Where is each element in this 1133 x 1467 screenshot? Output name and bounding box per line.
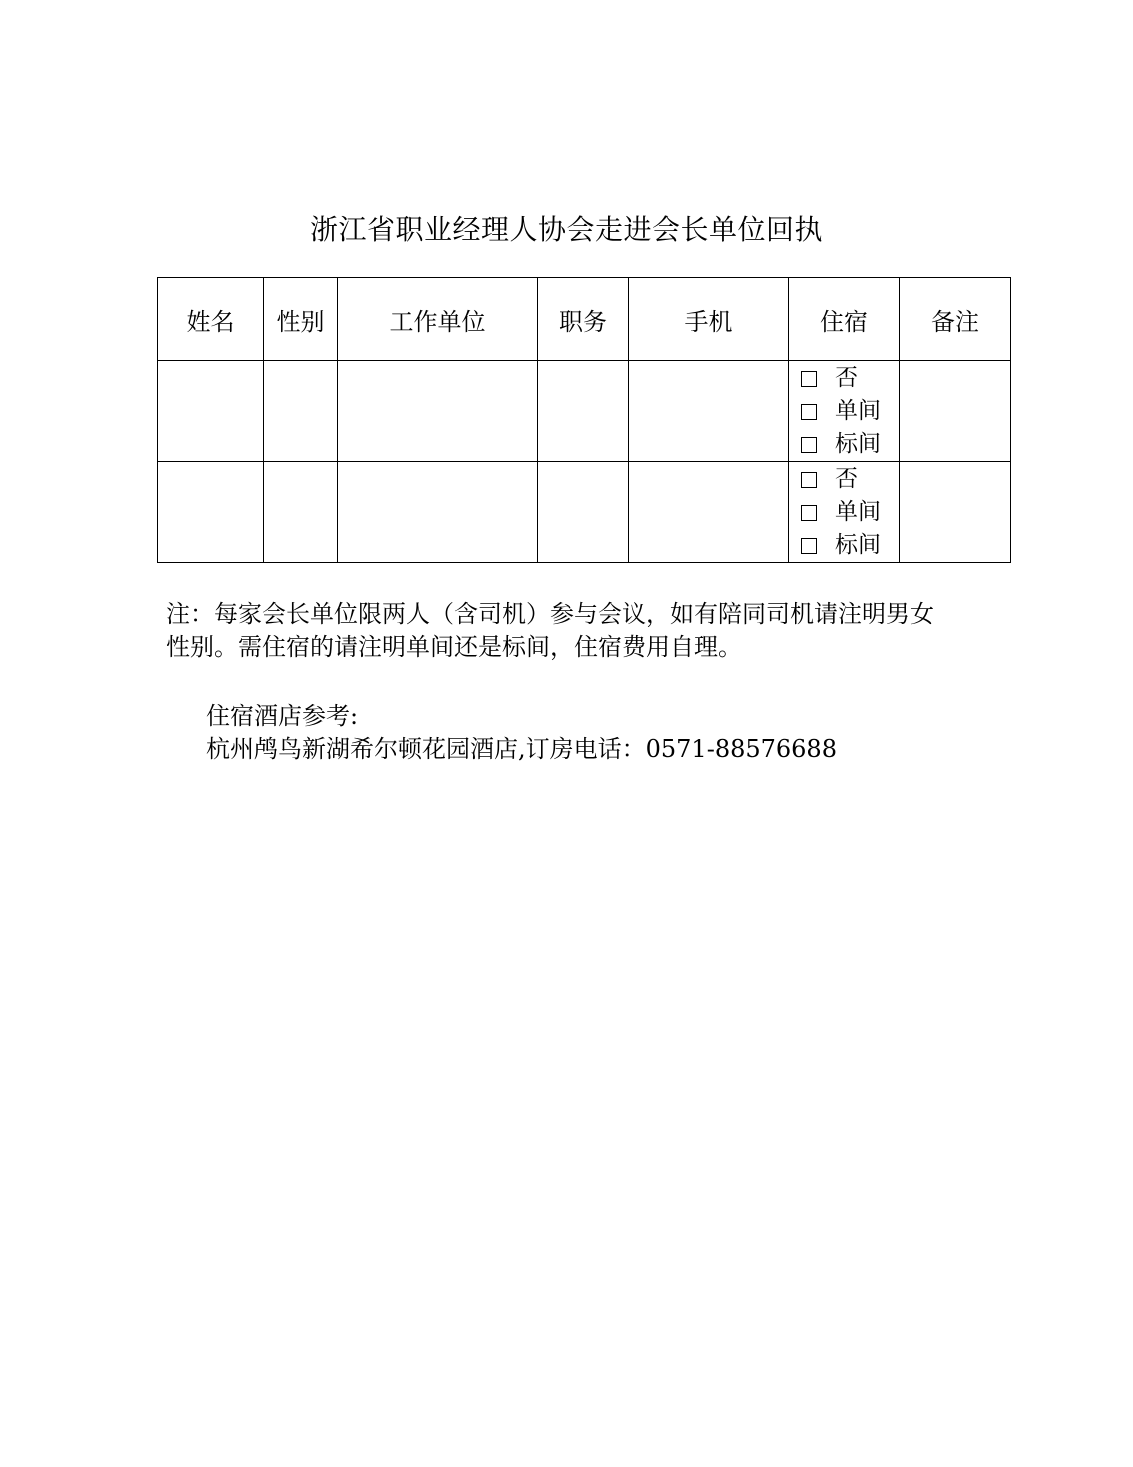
lodging-option-single[interactable]: [789, 395, 899, 428]
reply-form-table: [157, 277, 1011, 563]
checkbox-icon[interactable]: [801, 472, 817, 488]
gender-cell[interactable]: [264, 462, 338, 563]
lodging-option-label: 否: [835, 365, 858, 391]
table-row: [158, 462, 1011, 563]
lodging-option-label: 单间: [835, 499, 881, 525]
gender-cell[interactable]: [264, 361, 338, 462]
note-paragraph: [166, 598, 1006, 664]
lodging-option-label: 标间: [835, 532, 881, 558]
work-unit-cell[interactable]: [338, 361, 538, 462]
header-remarks: 备注: [900, 278, 1011, 361]
hotel-detail: 杭州鸬鸟新湖希尔顿花园酒店,订房电话：0571-88576688: [206, 735, 837, 763]
lodging-option-label: 否: [835, 466, 858, 492]
checkbox-icon[interactable]: [801, 371, 817, 387]
header-lodging: 住宿: [789, 278, 900, 361]
lodging-option-no[interactable]: [789, 463, 899, 496]
lodging-cell: [789, 361, 900, 462]
position-cell[interactable]: [538, 361, 629, 462]
note-line: 性别。需住宿的请注明单间还是标间，住宿费用自理。: [166, 633, 742, 661]
lodging-cell: [789, 462, 900, 563]
remarks-cell[interactable]: [900, 361, 1011, 462]
header-gender: 性别: [264, 278, 338, 361]
lodging-option-standard[interactable]: [789, 529, 899, 562]
table-header-row: [158, 278, 1011, 361]
note-line: 注：每家会长单位限两人（含司机）参与会议，如有陪同司机请注明男女: [166, 600, 934, 628]
remarks-cell[interactable]: [900, 462, 1011, 563]
checkbox-icon[interactable]: [801, 538, 817, 554]
header-mobile: 手机: [629, 278, 789, 361]
work-unit-cell[interactable]: [338, 462, 538, 563]
name-cell[interactable]: [158, 361, 264, 462]
hotel-reference: [206, 700, 1006, 766]
checkbox-icon[interactable]: [801, 505, 817, 521]
position-cell[interactable]: [538, 462, 629, 563]
lodging-option-label: 单间: [835, 398, 881, 424]
header-position: 职务: [538, 278, 629, 361]
header-name: 姓名: [158, 278, 264, 361]
page-title: 浙江省职业经理人协会走进会长单位回执: [309, 213, 823, 246]
mobile-cell[interactable]: [629, 462, 789, 563]
lodging-option-standard[interactable]: [789, 428, 899, 461]
checkbox-icon[interactable]: [801, 437, 817, 453]
lodging-option-no[interactable]: [789, 362, 899, 395]
hotel-heading: 住宿酒店参考:: [206, 702, 359, 730]
mobile-cell[interactable]: [629, 361, 789, 462]
table-row: [158, 361, 1011, 462]
header-work-unit: 工作单位: [338, 278, 538, 361]
checkbox-icon[interactable]: [801, 404, 817, 420]
name-cell[interactable]: [158, 462, 264, 563]
lodging-option-single[interactable]: [789, 496, 899, 529]
lodging-option-label: 标间: [835, 431, 881, 457]
